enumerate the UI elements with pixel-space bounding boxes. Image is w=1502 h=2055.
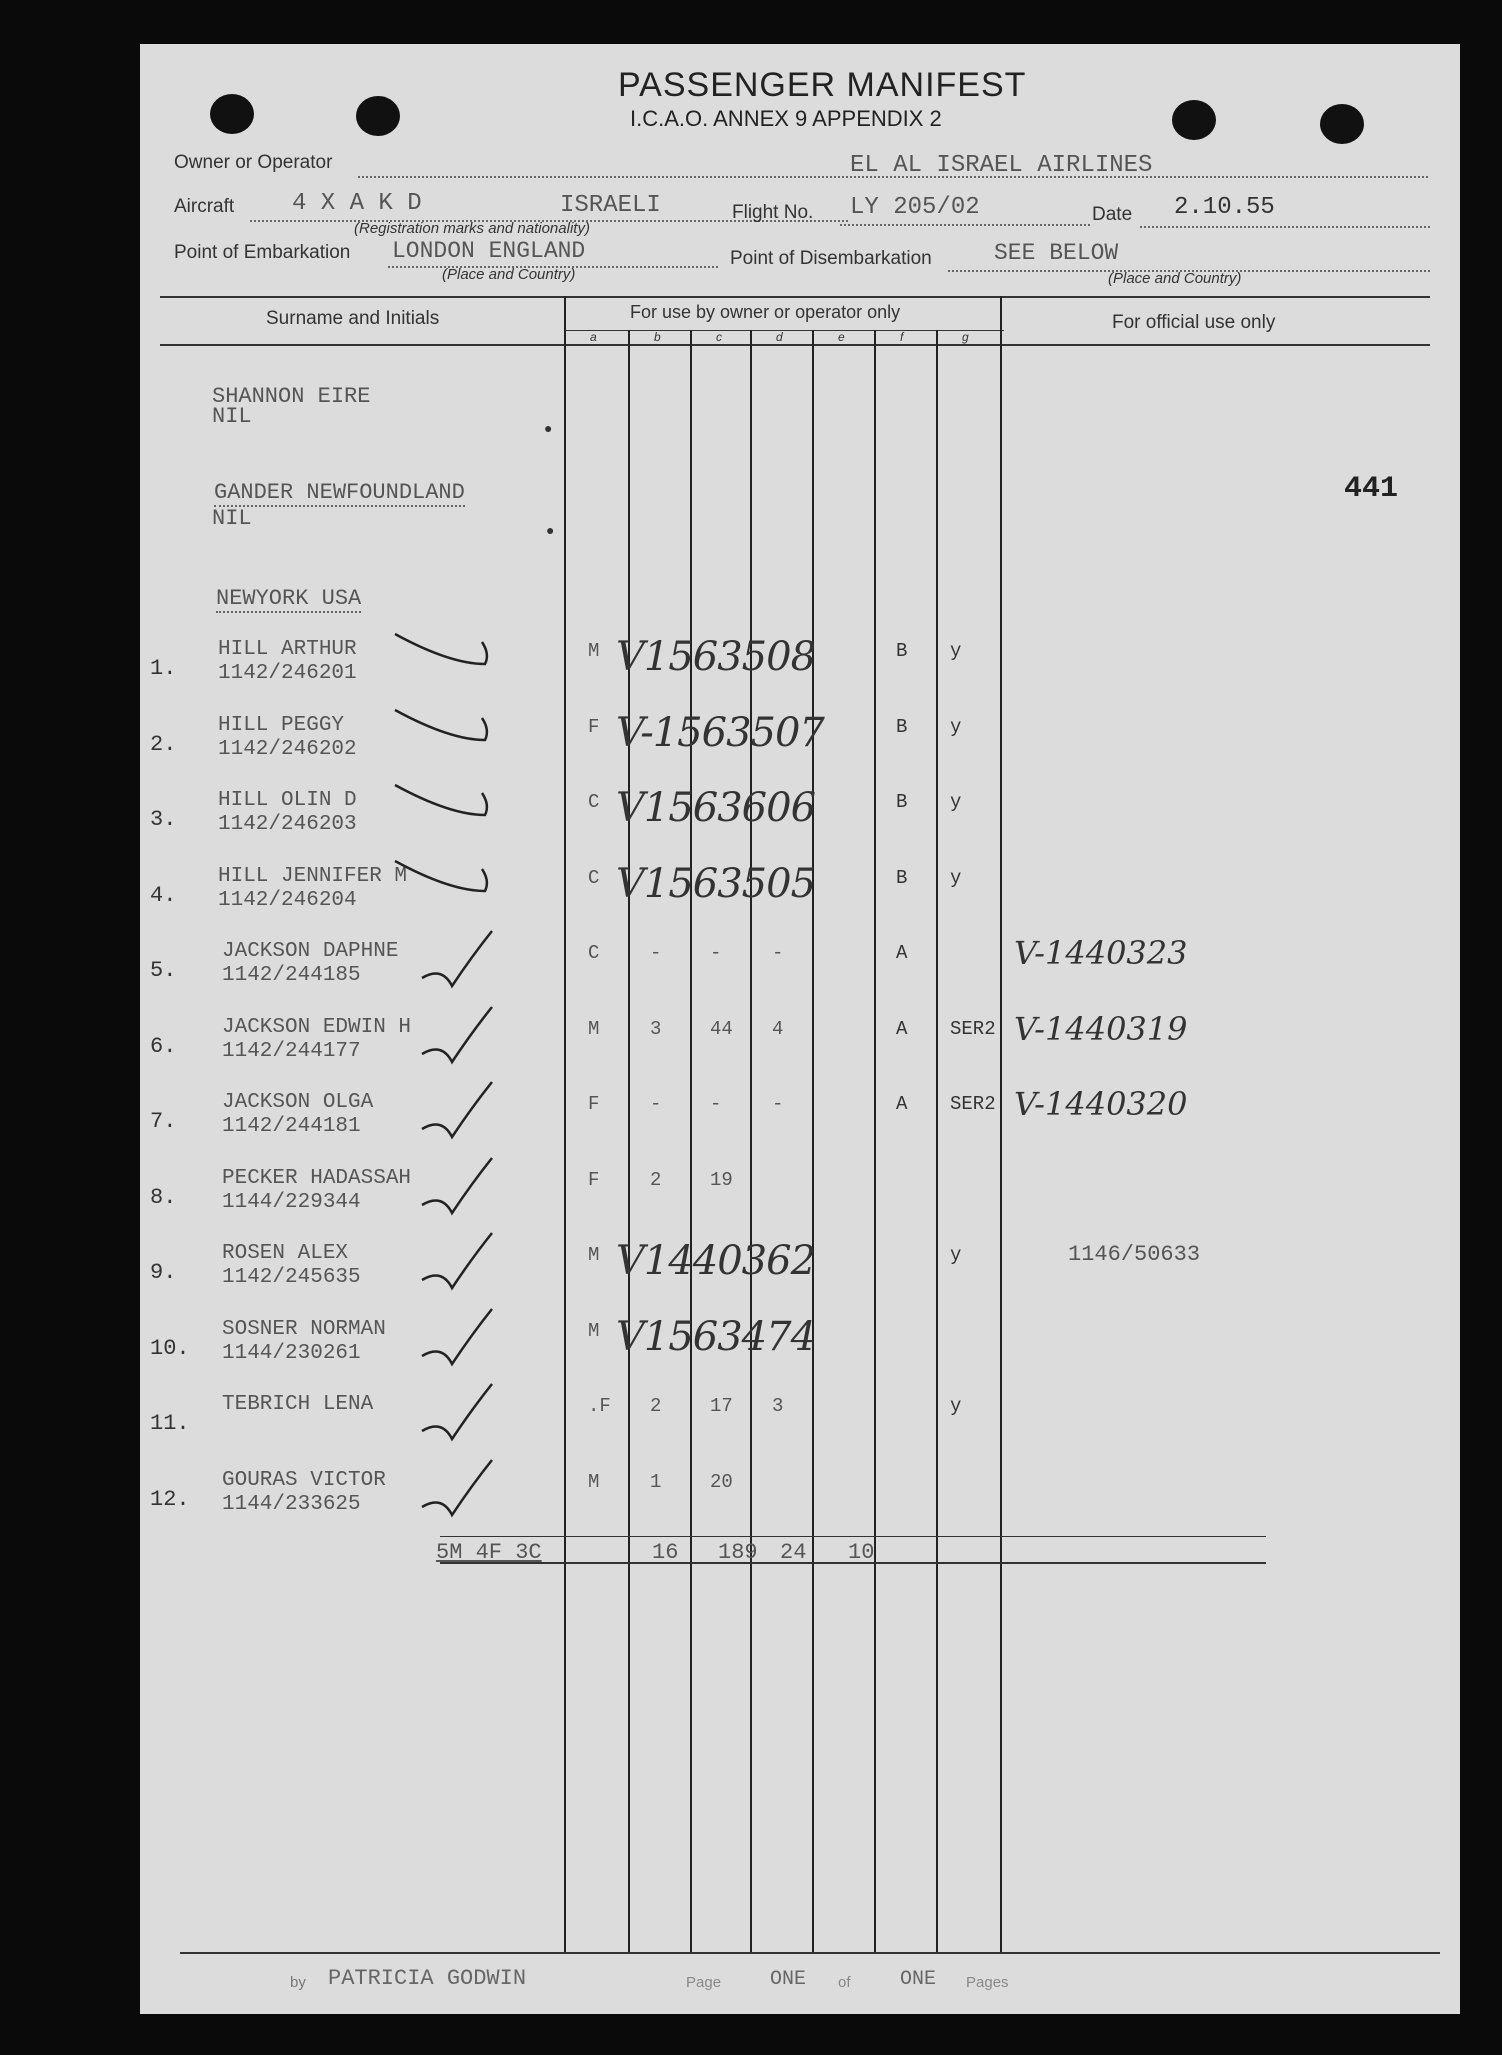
stop-note: NIL <box>212 506 252 531</box>
footer-page-value: ONE <box>770 1968 807 1991</box>
date-value: 2.10.55 <box>1174 194 1275 221</box>
official-entry: V-1440320 <box>1014 1085 1188 1123</box>
official-entry: V-1440323 <box>1014 934 1188 972</box>
column-rule <box>936 330 938 1952</box>
subcolumn-header: g <box>962 330 969 344</box>
cell-g: y <box>950 1244 962 1266</box>
passenger-reference: 1142/244185 <box>222 964 361 987</box>
total-e: 10 <box>848 1540 875 1565</box>
cell-f: B <box>896 715 908 738</box>
cell-b: - <box>650 1093 662 1115</box>
total-d: 24 <box>780 1540 807 1565</box>
check-mark-icon <box>390 851 500 921</box>
page-number: 441 <box>1344 472 1399 506</box>
footer-pages-label: Pages <box>966 1974 1009 1991</box>
cell-b: 1 <box>650 1470 662 1493</box>
handwritten-visa: V1563606 <box>616 785 816 831</box>
passenger-reference: 1142/244177 <box>222 1039 361 1063</box>
cell-f: B <box>896 640 908 662</box>
passenger-name: HILL OLIN D <box>218 789 357 812</box>
subcolumn-header: d <box>776 330 783 344</box>
manifest-sheet: PASSENGER MANIFEST I.C.A.O. ANNEX 9 APPENDIX 2 Owner or Operator EL AL ISRAEL AIRLINES Aircraft 4 X A K D ISRAELI (Registration marks and nationality) Flight No. LY 205/02 Date 2.10.55 Point of Embarkation LONDON ENGLAND (Place and Country) Point of Disembarkation SEE BELOW (Place and Country) Surname and Initials For use by owner or operator only For official use only a b c d e f g 441 SHANNON EIRE NIL ● GANDER NEWFOUNDLAND NIL ● NEWYORK USA 1. HILL ARTHUR 1142/246201 M B y V1563508 2. HILL PEGGY 1142/246202 F B y V-1563507 3. HILL OLIN D 1142/246203 C B y V1563606 4. HILL JENNIFER M 1142/246204 C B y V1563505 5. JACKSON DAPHNE 1142/244185 C - - - A V-1440323 6. JACKSON EDWIN H 1142/244177 M 3 44 4 A SER2 V-1440319 7. JACKSON OLGA 1142/244181 F - - - A SER2 V-1440320 8. PECKER HADASSAH 1144/229344 F 2 19 9. ROSEN ALEX 1142/245635 M y V1440362 1146/50633 10. SOSNER NORMAN 1144/230261 M V1563474 11. TEBRICH LENA .F 2 17 3 y 12. GOURAS VICTOR 1144/233625 M 1 20 5M 4F 3C 16 189 24 10 by PATRICIA GODWIN Page ONE of ONE Pages <box>140 44 1460 2014</box>
cell-a: C <box>588 791 600 813</box>
check-mark-icon <box>390 624 500 694</box>
punch-hole <box>1172 100 1216 140</box>
handwritten-visa: V1563508 <box>616 634 816 680</box>
check-mark-icon <box>412 1228 522 1298</box>
cell-g: SER2 <box>950 1017 996 1040</box>
footer-of-label: of <box>838 1974 851 1991</box>
check-mark-icon <box>412 1153 522 1223</box>
passenger-reference: 1144/230261 <box>222 1341 361 1365</box>
cell-g: y <box>950 715 962 738</box>
stop-place: NEWYORK USA <box>216 586 362 611</box>
embarkation-value: LONDON ENGLAND <box>392 238 586 264</box>
column-rule <box>812 330 814 1952</box>
date-label: Date <box>1092 204 1133 225</box>
row-number: 2. <box>150 731 177 757</box>
column-header-official: For official use only <box>1112 312 1276 333</box>
cell-f: A <box>896 1093 908 1115</box>
cell-g: y <box>950 866 962 889</box>
check-mark-icon <box>412 1002 522 1072</box>
cell-a: C <box>588 942 600 964</box>
cell-c: - <box>710 942 722 964</box>
official-entry: 1146/50633 <box>1068 1242 1201 1267</box>
passenger-reference: 1144/233625 <box>222 1492 361 1516</box>
passenger-reference: 1142/246204 <box>218 888 357 912</box>
cell-f: A <box>896 942 908 964</box>
subcolumn-header: c <box>716 330 722 344</box>
cell-c: 19 <box>710 1168 733 1191</box>
passenger-name: PECKER HADASSAH <box>222 1166 412 1190</box>
passenger-reference: 1142/245635 <box>222 1266 361 1289</box>
row-number: 10. <box>150 1335 190 1361</box>
disembarkation-label: Point of Disembarkation <box>730 248 932 269</box>
passenger-name: JACKSON DAPHNE <box>222 940 399 963</box>
cell-g: y <box>950 1395 962 1417</box>
cell-a: M <box>588 1017 600 1040</box>
passenger-name: JACKSON OLGA <box>222 1091 374 1114</box>
row-number: 1. <box>150 656 177 681</box>
column-rule <box>750 330 752 1952</box>
aircraft-registration: 4 X A K D <box>292 190 422 217</box>
aircraft-note: (Registration marks and nationality) <box>354 220 590 237</box>
passenger-reference: 1142/246201 <box>218 662 357 685</box>
row-number: 9. <box>150 1260 177 1285</box>
passenger-name: ROSEN ALEX <box>222 1242 349 1265</box>
disembarkation-value: SEE BELOW <box>994 240 1119 266</box>
column-rule <box>690 330 692 1952</box>
punch-hole <box>210 94 254 134</box>
stop-place: GANDER NEWFOUNDLAND <box>214 480 465 505</box>
cell-b: 3 <box>650 1017 662 1040</box>
row-number: 4. <box>150 882 177 908</box>
passenger-reference: 1144/229344 <box>222 1190 361 1214</box>
cell-b: 2 <box>650 1168 662 1191</box>
disembarkation-note: (Place and Country) <box>1108 270 1242 287</box>
cell-g: y <box>950 640 962 662</box>
footer-by: by <box>290 1974 306 1991</box>
subcolumn-header: a <box>590 330 597 344</box>
cell-a: M <box>588 640 600 662</box>
cell-a: F <box>588 1093 600 1115</box>
passenger-reference: 1142/244181 <box>222 1115 361 1138</box>
embarkation-note: (Place and Country) <box>442 266 576 283</box>
cell-g: SER2 <box>950 1093 996 1115</box>
totals-label: 5M 4F 3C <box>436 1540 542 1565</box>
column-header-owner: For use by owner or operator only <box>630 302 901 322</box>
owner-label: Owner or Operator <box>174 152 333 173</box>
row-number: 5. <box>150 958 177 983</box>
subcolumn-header: b <box>654 330 661 344</box>
cell-d: 3 <box>772 1395 784 1417</box>
page-title: PASSENGER MANIFEST <box>618 66 1027 104</box>
cell-g: y <box>950 791 962 813</box>
handwritten-visa: V1440362 <box>616 1238 816 1284</box>
page-subtitle: I.C.A.O. ANNEX 9 APPENDIX 2 <box>630 106 942 131</box>
punch-hole <box>356 96 400 136</box>
passenger-name: HILL ARTHUR <box>218 638 357 661</box>
cell-a: F <box>588 715 600 738</box>
passenger-name: SOSNER NORMAN <box>222 1317 386 1341</box>
punch-hole <box>1320 104 1364 144</box>
row-number: 6. <box>150 1033 177 1059</box>
cell-c: - <box>710 1093 722 1115</box>
passenger-name: GOURAS VICTOR <box>222 1468 386 1492</box>
column-rule <box>564 296 566 1952</box>
footer-page-label: Page <box>686 1974 722 1991</box>
row-number: 8. <box>150 1184 177 1210</box>
flight-value: LY 205/02 <box>850 194 980 221</box>
cell-c: 17 <box>710 1395 733 1417</box>
total-b: 16 <box>652 1540 679 1565</box>
cell-f: A <box>896 1017 908 1040</box>
cell-a: F <box>588 1168 600 1191</box>
stop-place: SHANNON EIRE <box>212 384 371 409</box>
passenger-reference: 1142/246202 <box>218 737 357 761</box>
check-mark-icon <box>412 1304 522 1374</box>
owner-value: EL AL ISRAEL AIRLINES <box>850 152 1153 179</box>
total-c: 189 <box>718 1540 758 1565</box>
aircraft-nationality: ISRAELI <box>560 192 661 219</box>
cell-f: B <box>896 791 908 813</box>
subcolumn-header: e <box>838 330 845 344</box>
check-mark-icon <box>412 1379 522 1449</box>
check-mark-icon <box>412 1077 522 1147</box>
cell-f: B <box>896 866 908 889</box>
handwritten-visa: V1563474 <box>616 1313 816 1360</box>
cell-b: 2 <box>650 1395 662 1417</box>
cell-d: - <box>772 942 784 964</box>
handwritten-visa: V-1563507 <box>616 709 824 756</box>
column-rule <box>1000 296 1002 1952</box>
subcolumn-header: f <box>900 330 904 344</box>
row-number: 3. <box>150 807 177 832</box>
aircraft-label: Aircraft <box>174 196 235 217</box>
cell-a: M <box>588 1319 600 1342</box>
check-mark-icon <box>390 775 500 845</box>
column-rule <box>628 330 630 1952</box>
stop-note: NIL <box>212 404 252 429</box>
official-entry: V-1440319 <box>1014 1009 1188 1048</box>
passenger-name: TEBRICH LENA <box>222 1393 374 1416</box>
cell-c: 20 <box>710 1470 733 1493</box>
row-number: 7. <box>150 1109 177 1134</box>
footer-of-value: ONE <box>900 1968 937 1991</box>
passenger-name: JACKSON EDWIN H <box>222 1015 412 1039</box>
footer-name: PATRICIA GODWIN <box>328 1966 527 1991</box>
flight-label: Flight No. <box>732 202 814 223</box>
column-header-surname: Surname and Initials <box>266 308 440 329</box>
embarkation-label: Point of Embarkation <box>174 242 351 263</box>
handwritten-visa: V1563505 <box>616 860 816 907</box>
check-mark-icon <box>390 700 500 770</box>
cell-a: M <box>588 1244 600 1266</box>
passenger-reference: 1142/246203 <box>218 813 357 836</box>
cell-b: - <box>650 942 662 964</box>
cell-d: - <box>772 1093 784 1115</box>
cell-d: 4 <box>772 1017 784 1040</box>
row-number: 11. <box>150 1411 190 1436</box>
passenger-name: HILL JENNIFER M <box>218 864 408 888</box>
row-number: 12. <box>150 1486 190 1512</box>
check-mark-icon <box>412 1455 522 1525</box>
cell-c: 44 <box>710 1017 733 1040</box>
check-mark-icon <box>412 926 522 996</box>
column-rule <box>874 330 876 1952</box>
passenger-name: HILL PEGGY <box>218 713 345 737</box>
cell-a: C <box>588 866 600 889</box>
cell-a: .F <box>588 1395 611 1417</box>
cell-a: M <box>588 1470 600 1493</box>
